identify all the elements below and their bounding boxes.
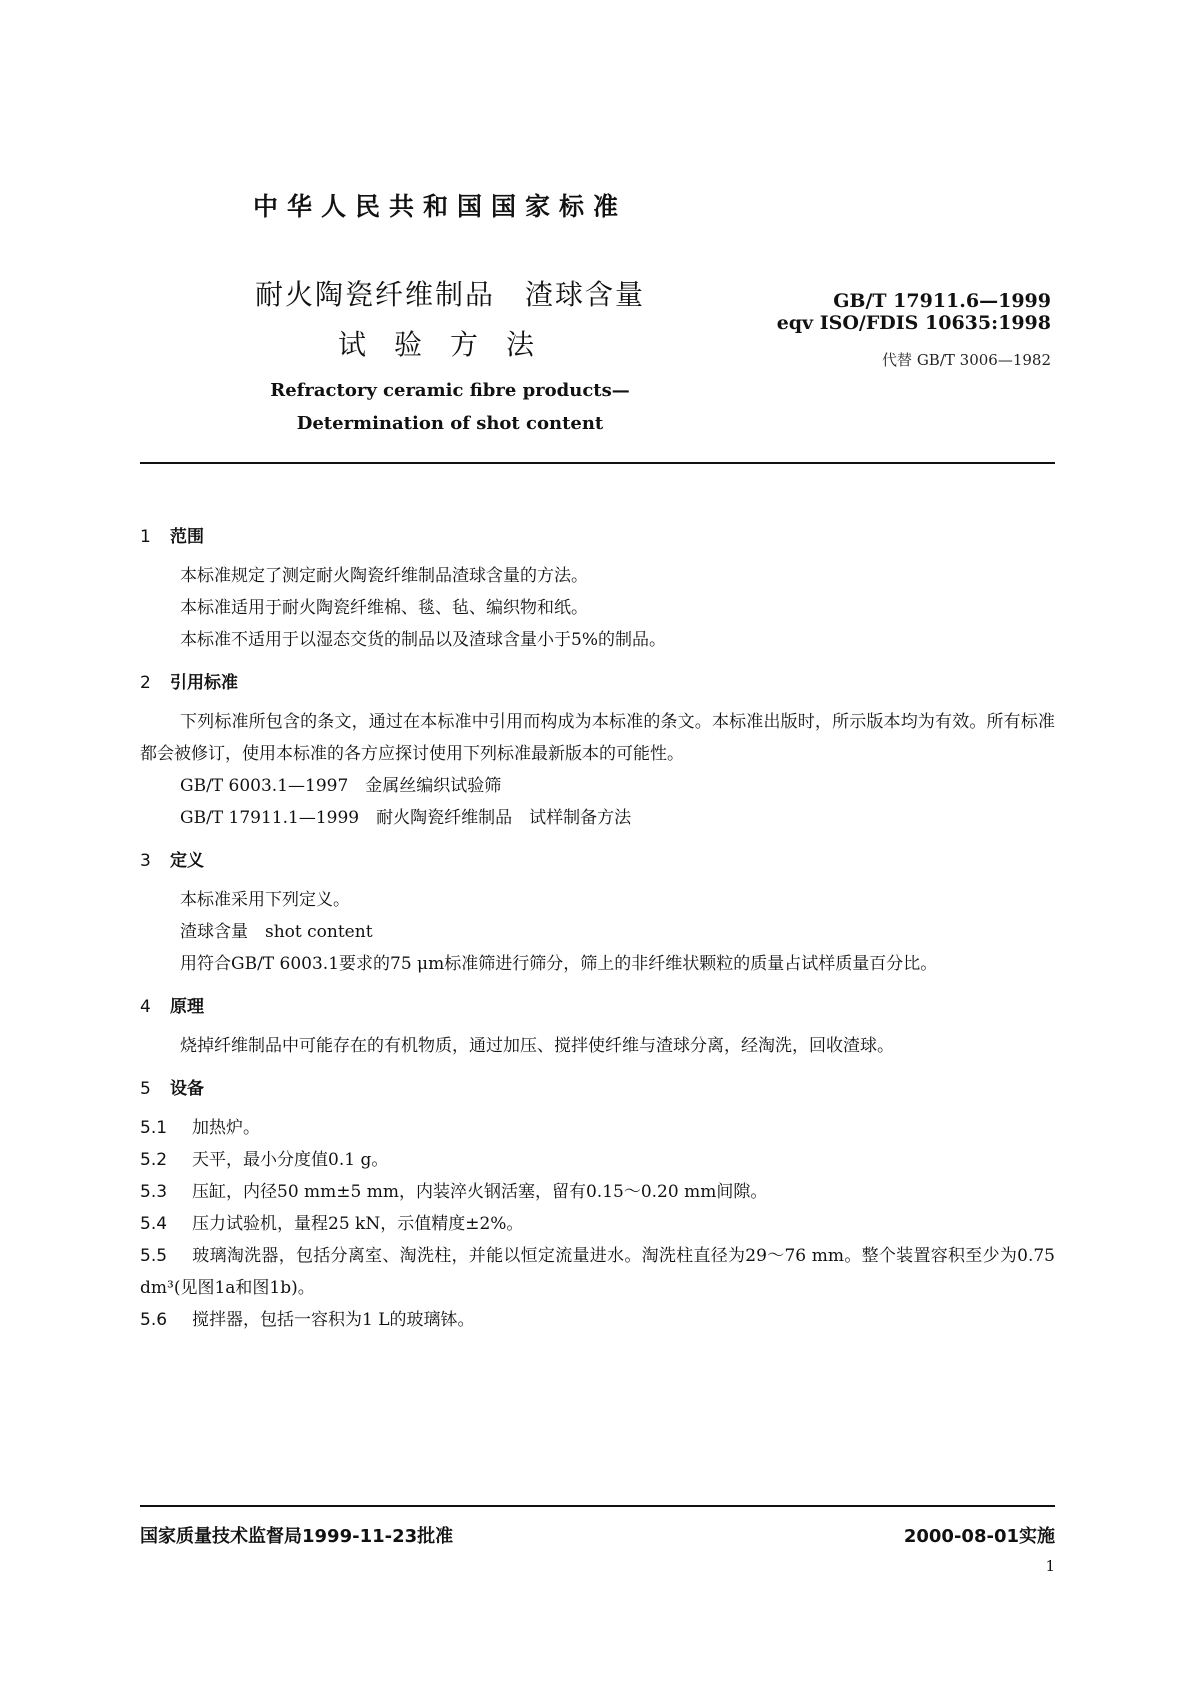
item-number: 5.6 <box>140 1310 168 1330</box>
list-item <box>140 1144 1055 1176</box>
title-cn-line1: 耐火陶瓷纤维制品 渣球含量 <box>254 278 645 311</box>
list-item <box>140 1112 1055 1144</box>
section-title: 定义 <box>170 851 204 871</box>
title-en-line2: Determination of shot content <box>296 413 604 434</box>
section-title: 设备 <box>170 1079 204 1099</box>
item-text: 天平，最小分度值0.1 g。 <box>192 1150 389 1170</box>
section-title: 引用标准 <box>170 673 238 693</box>
replaces-code: 代替 GB/T 3006—1982 <box>882 351 1051 369</box>
list-item <box>140 1208 1055 1240</box>
term: 渣球含量 shot content <box>180 922 373 942</box>
paragraph: 本标准不适用于以湿态交货的制品以及渣球含量小于5%的制品。 <box>180 630 666 650</box>
paragraph: 本标准适用于耐火陶瓷纤维棉、毯、毡、编织物和纸。 <box>180 598 588 618</box>
section-number: 2 <box>140 673 151 693</box>
section-title: 原理 <box>170 997 204 1017</box>
list-item <box>140 1304 1055 1336</box>
national-standard-heading: 中华人民共和国国家标准 <box>252 192 627 221</box>
item-number: 5.3 <box>140 1182 168 1202</box>
page-number: 1 <box>1045 1557 1055 1575</box>
reference-item: GB/T 17911.1—1999 耐火陶瓷纤维制品 试样制备方法 <box>180 808 632 828</box>
footer-divider <box>140 1505 1055 1507</box>
item-text: 加热炉。 <box>192 1118 260 1138</box>
section-heading-scope <box>140 520 1055 554</box>
item-text: 搅拌器，包括一容积为1 L的玻璃钵。 <box>192 1310 475 1330</box>
item-text: 压力试验机，量程25 kN，示值精度±2%。 <box>192 1214 524 1234</box>
list-item <box>140 1240 1055 1304</box>
section-heading-principle <box>140 990 1055 1024</box>
paragraph: 下列标准所包含的条文，通过在本标准中引用而构成为本标准的条文。本标准出版时，所示版本均为有效。所有标准都会被修订，使用本标准的各方应探讨使用下列标准最新版本的可能性。 <box>140 712 1055 764</box>
list-item <box>140 1176 1055 1208</box>
implementation-date: 2000-08-01实施 <box>903 1526 1055 1547</box>
definition: 用符合GB/T 6003.1要求的75 μm标准筛进行筛分，筛上的非纤维状颗粒的质量占试样质量百分比。 <box>180 954 938 974</box>
section-number: 4 <box>140 997 151 1017</box>
paragraph: 本标准规定了测定耐火陶瓷纤维制品渣球含量的方法。 <box>180 566 588 586</box>
header-divider <box>140 462 1055 464</box>
reference-item: GB/T 6003.1—1997 金属丝编织试验筛 <box>180 776 502 796</box>
approval-line: 国家质量技术监督局1999-11-23批准 <box>140 1526 454 1547</box>
item-number: 5.2 <box>140 1150 168 1170</box>
section-heading-apparatus <box>140 1072 1055 1106</box>
item-text: 玻璃淘洗器，包括分离室、淘洗柱，并能以恒定流量进水。淘洗柱直径为29～76 mm。整个装置容积至少为0.75 dm³(见图1a和图1b)。 <box>140 1246 1055 1298</box>
equivalent-code: eqv ISO/FDIS 10635:1998 <box>776 312 1051 334</box>
section-heading-definitions <box>140 844 1055 878</box>
paragraph: 本标准采用下列定义。 <box>180 890 350 910</box>
section-number: 5 <box>140 1079 151 1099</box>
standard-code: GB/T 17911.6—1999 <box>833 290 1051 312</box>
title-cn-line2: 试验方法 <box>337 328 562 361</box>
item-number: 5.5 <box>140 1246 168 1266</box>
section-number: 1 <box>140 527 151 547</box>
paragraph: 烧掉纤维制品中可能存在的有机物质，通过加压、搅拌使纤维与渣球分离，经淘洗，回收渣球。 <box>180 1036 894 1056</box>
item-number: 5.4 <box>140 1214 168 1234</box>
section-number: 3 <box>140 851 151 871</box>
item-text: 压缸，内径50 mm±5 mm，内装淬火钢活塞，留有0.15～0.20 mm间隙。 <box>192 1182 768 1202</box>
title-en-line1: Refractory ceramic fibre products— <box>270 380 630 401</box>
section-title: 范围 <box>170 527 204 547</box>
item-number: 5.1 <box>140 1118 168 1138</box>
document-body <box>140 520 1055 1336</box>
section-heading-references <box>140 666 1055 700</box>
